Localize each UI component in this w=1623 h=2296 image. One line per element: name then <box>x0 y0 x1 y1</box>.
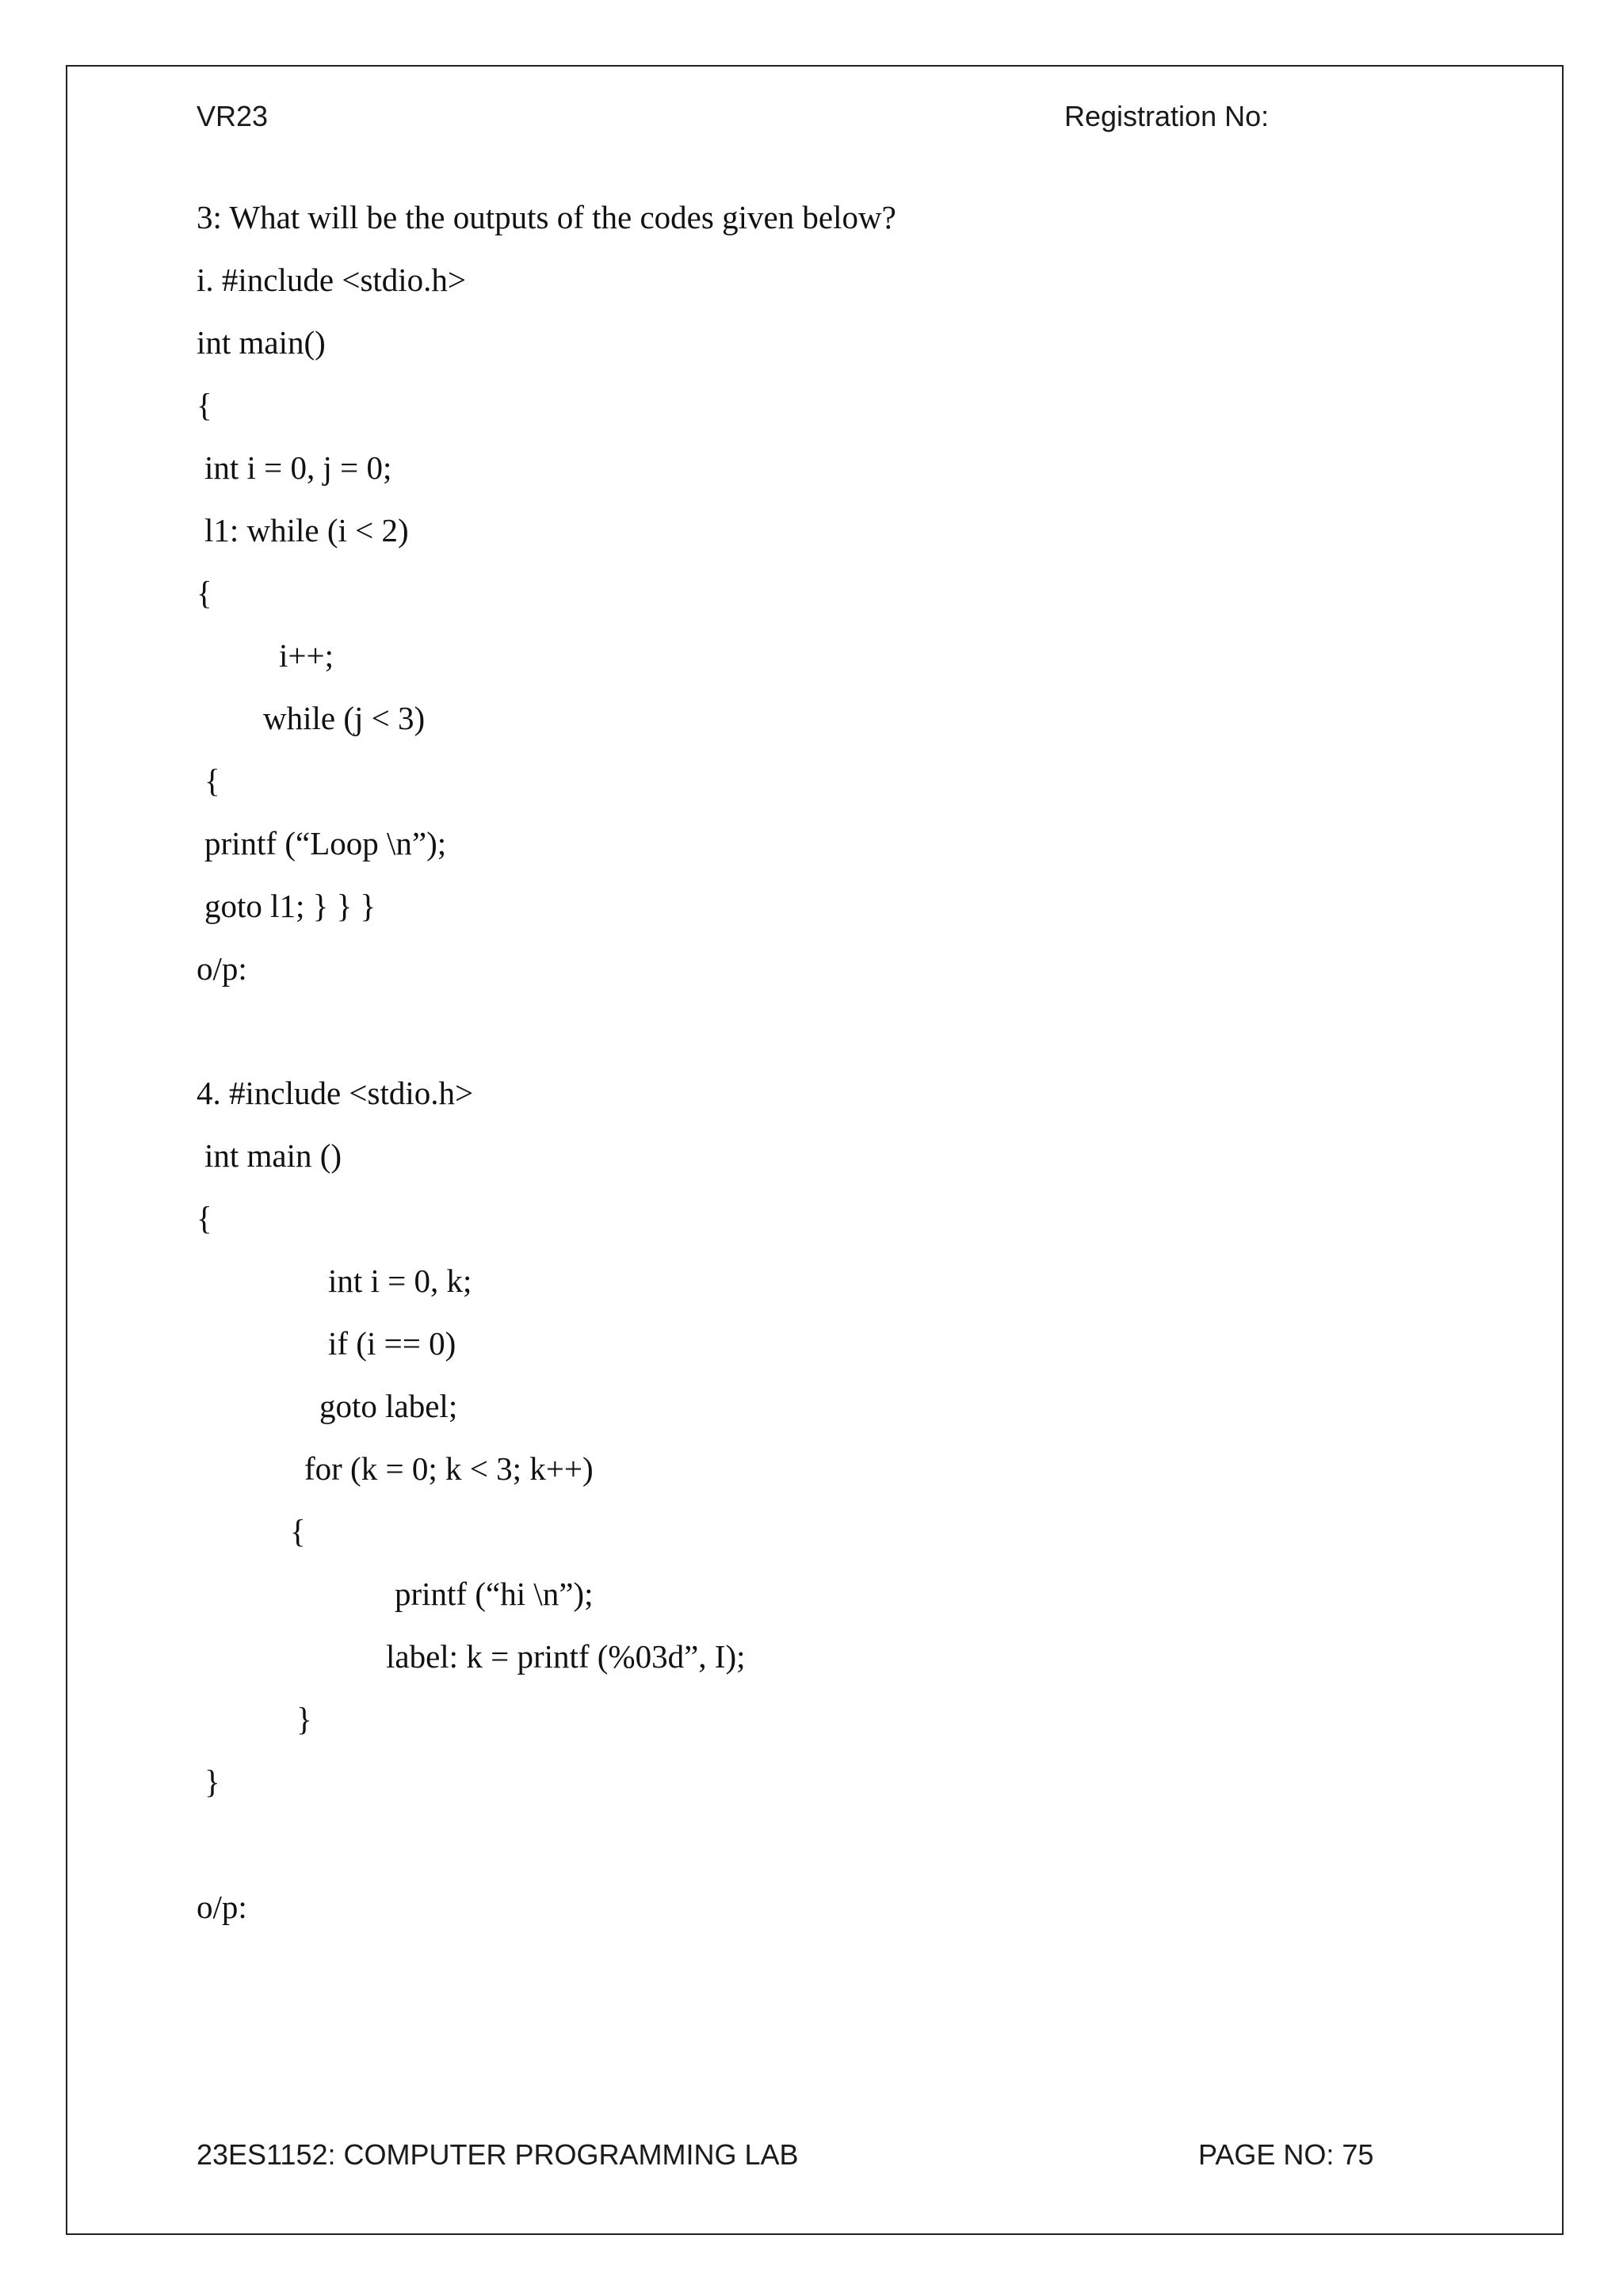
q4-code-line: for (k = 0; k < 3; k++) <box>304 1450 594 1487</box>
q3-code-line: { <box>197 575 212 611</box>
q3-code-line: l1: while (i < 2) <box>204 512 409 548</box>
header-left: VR23 <box>197 100 269 132</box>
q3-code-line: { <box>197 387 212 423</box>
footer-course: 23ES1152: COMPUTER PROGRAMMING LAB <box>197 2138 799 2171</box>
question-3-heading: 3: What will be the outputs of the codes given below? <box>197 199 896 235</box>
q4-code-line: goto label; <box>319 1388 458 1424</box>
q3-output-label: o/p: <box>197 950 247 987</box>
q4-code-line: 4. #include <stdio.h> <box>197 1075 474 1111</box>
q4-code-line: } <box>296 1701 312 1737</box>
q3-code-line: while (j < 3) <box>263 700 426 736</box>
q4-code-line: label: k = printf (%03d”, I); <box>386 1638 746 1675</box>
q4-code-line: { <box>197 1200 212 1236</box>
q4-output-label: o/p: <box>197 1889 247 1925</box>
q4-code-line: int main () <box>204 1137 342 1174</box>
q4-code-line: { <box>290 1513 306 1549</box>
q3-code-line: printf (“Loop \n”); <box>204 825 447 861</box>
q3-code-line: i++; <box>279 637 334 674</box>
q4-code-line: int i = 0, k; <box>328 1263 472 1299</box>
q4-code-line: printf (“hi \n”); <box>395 1576 594 1612</box>
q4-code-line: if (i == 0) <box>328 1325 456 1362</box>
q4-code-line: } <box>204 1763 220 1800</box>
header-right: Registration No: <box>1064 100 1270 132</box>
footer-page-number: PAGE NO: 75 <box>1198 2138 1374 2171</box>
q3-code-line: i. #include <stdio.h> <box>197 262 467 298</box>
q3-code-line: { <box>204 762 220 799</box>
q3-code-line: int i = 0, j = 0; <box>204 449 392 486</box>
q3-code-line: goto l1; } } } <box>204 888 376 924</box>
q3-code-line: int main() <box>197 324 326 361</box>
